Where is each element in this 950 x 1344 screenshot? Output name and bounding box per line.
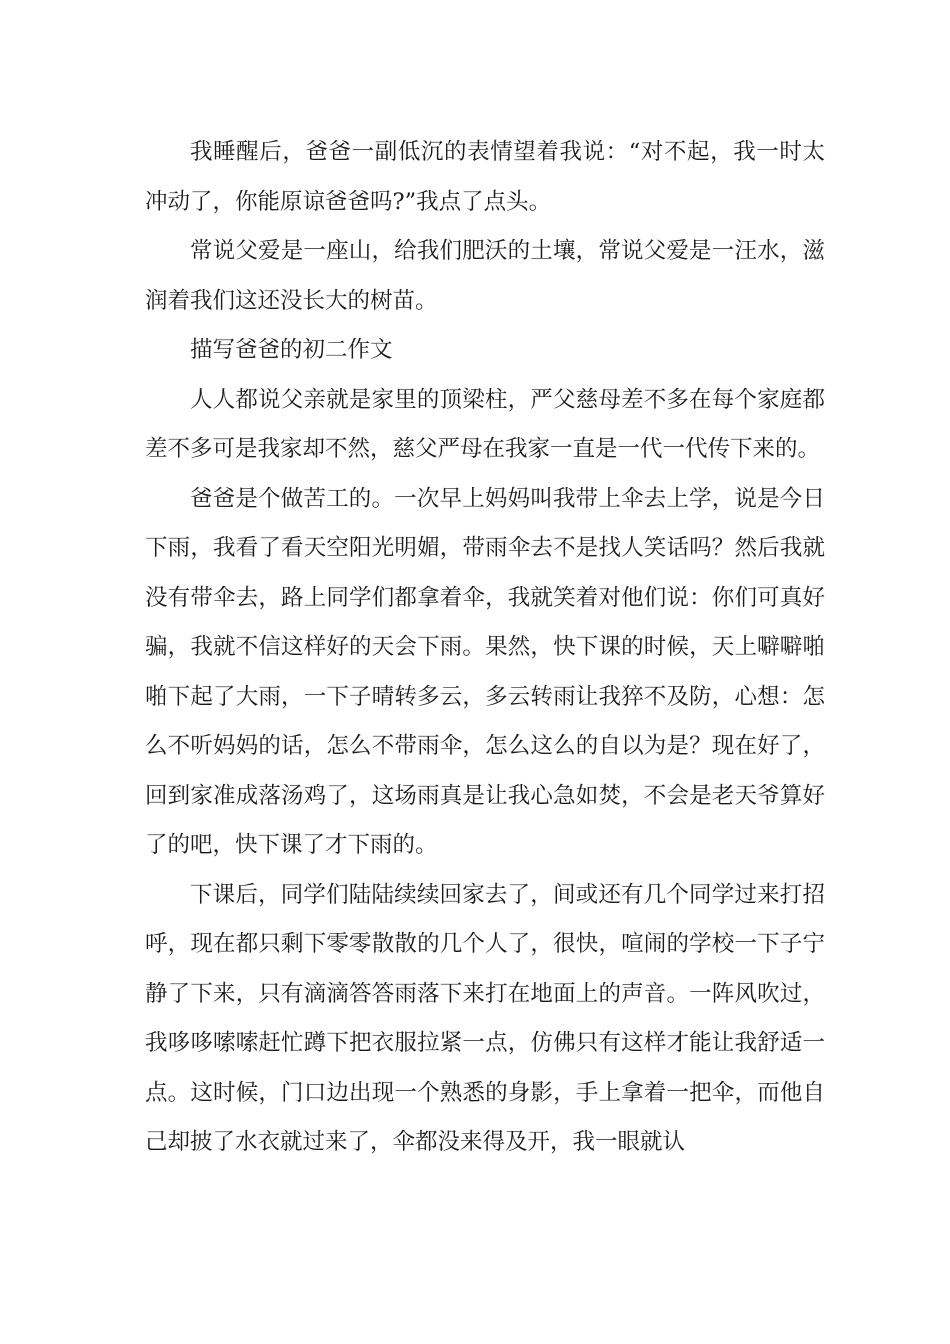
paragraph-after-class: 下课后，同学们陆陆续续回家去了，间或还有几个同学过来打招呼，现在都只剩下零零散散的几个人了，很快，喧闹的学校一下子宁静了下来，只有滴滴答答雨落下来打在地面上的声音。一阵风吹过，我哆哆嗦嗦赶忙蹲下把衣服拉紧一点，仿佛只有这样才能让我舒适一点。这时候，门口边出现一个熟悉的身影，手上拿着一把伞，而他自己却披了水衣就过来了，伞都没来得及开，我一眼就认 (145, 881, 825, 1155)
paragraph-rain-story: 爸爸是个做苦工的。一次早上妈妈叫我带上伞去上学，说是今日下雨，我看了看天空阳光明媚，带雨伞去不是找人笑话吗？然后我就没有带伞去，路上同学们都拿着伞，我就笑着对他们说：你们可真好骗，我就不信这样好的天会下雨。果然，快下课的时候，天上噼噼啪啪下起了大雨，一下子晴转多云，多云转雨让我猝不及防，心想：怎么不听妈妈的话，怎么不带雨伞，怎么这么的自以为是？现在好了，回到家准成落汤鸡了，这场雨真是让我心急如焚，不会是老天爷算好了的吧，快下课了才下雨的。 (145, 485, 825, 858)
essay-title: 描写爸爸的初二作文 (190, 337, 393, 363)
paragraph-intro: 人人都说父亲就是家里的顶梁柱，严父慈母差不多在每个家庭都差不多可是我家却不然，慈父严母在我家一直是一代一代传下来的。 (145, 386, 825, 462)
document-body (145, 128, 825, 1168)
paragraph-father-love: 常说父爱是一座山，给我们肥沃的土壤，常说父爱是一汪水，滋润着我们这还没长大的树苗。 (145, 238, 825, 314)
paragraph-apology: 我睡醒后，爸爸一副低沉的表情望着我说：“对不起，我一时太冲动了，你能原谅爸爸吗?”我点了点头。 (145, 139, 825, 215)
